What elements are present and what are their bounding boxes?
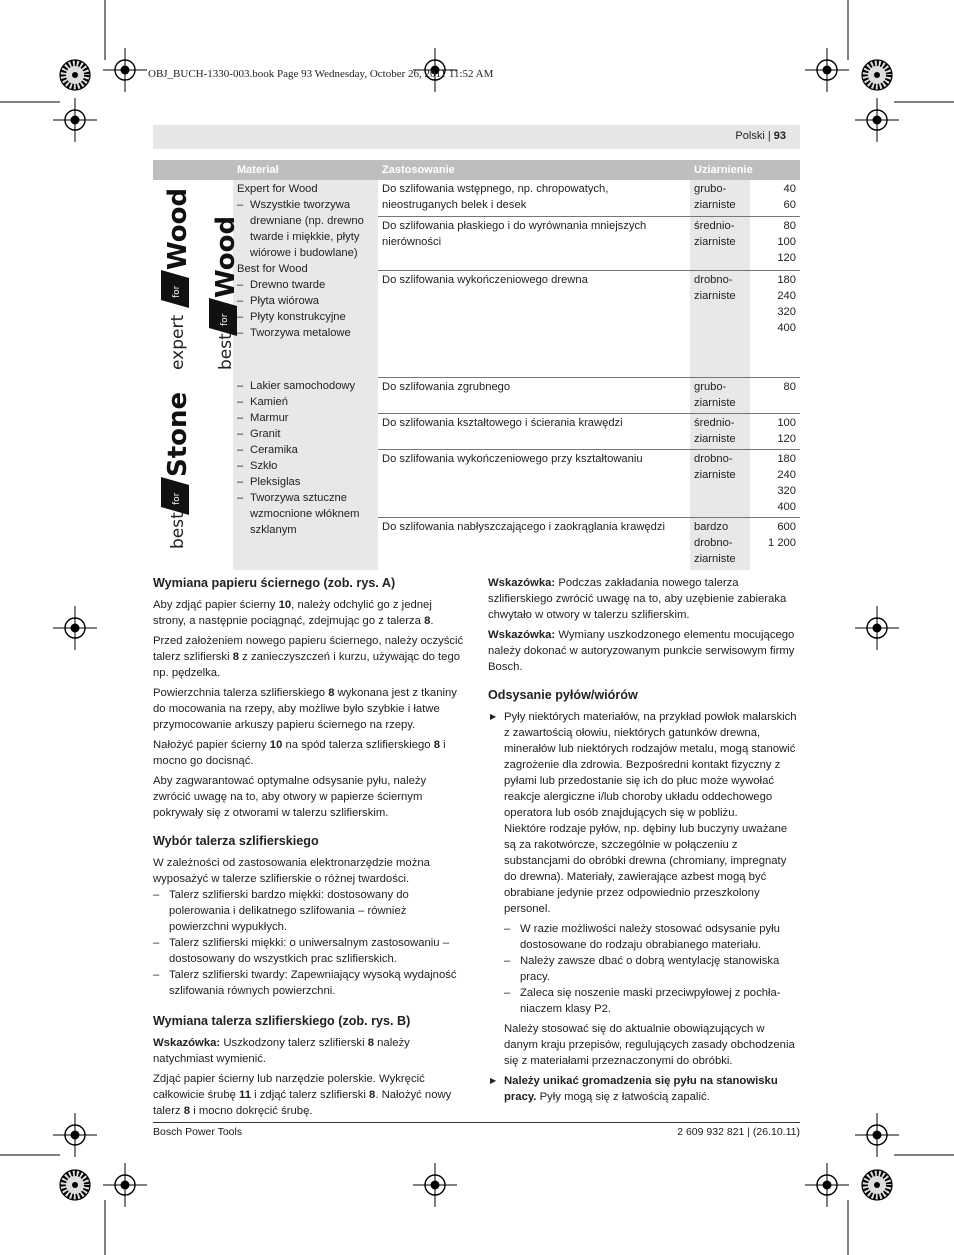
book-info-line: OBJ_BUCH-1330-003.book Page 93 Wednesday, October 26, 2011 11:52 AM [148, 68, 494, 80]
stone-materials: – Lakier samochodowy – Kamień – Marmur – Granit – Ceramika – Szkło – Pleksiglas – Tworzywa sztuczne wzmocnione włóknem szklanym [233, 377, 378, 570]
svg-text:expert: expert [168, 314, 188, 370]
footer-rule [153, 1122, 800, 1123]
col-grit: Uziarnienie [690, 160, 800, 180]
svg-text:best: best [216, 333, 236, 370]
svg-text:best: best [168, 512, 188, 549]
table-row: Do szlifowania wykończeniowego przy kształtowaniu drobno-ziarniste 180 240 320 400 [153, 449, 800, 517]
heading-pad-selection: Wybór talerza szlifierskiego [153, 834, 319, 848]
col-material: Materiał [233, 160, 378, 180]
svg-text:Wood: Wood [211, 215, 241, 298]
stone-logo [153, 377, 233, 570]
heading-dust-extraction: Odsysanie pyłów/wiórów [488, 688, 638, 702]
table-row: expert for Wood best for Wood Expert for Wood – Wszystkie tworzywa drewniane (np. drewno twarde i miękkie, płyty wiórowe i budowlane) Best for Wood – Drewno twarde – Płyta wiórowa – Płyty konstrukcyjne – Tworzywa metalowe Do szlifowania wstępnego, np. chropowatych, nieostruganych belek i desek grubo-ziarniste 40 60 [153, 180, 800, 217]
footer-docnum: 2 609 932 821 | (26.10.11) [677, 1126, 800, 1138]
heading-replace-pad: Wymiana talerza szlifierskiego (zob. rys. B) [153, 1014, 411, 1028]
svg-text:for: for [220, 313, 230, 326]
footer-brand: Bosch Power Tools [153, 1126, 243, 1138]
header-language: Polski | 93 [735, 130, 786, 142]
svg-text:Wood: Wood [163, 187, 193, 270]
page-number: 93 [773, 130, 786, 142]
table-row: best for Stone – Lakier samochodowy – Kamień – Marmur – Granit – Ceramika – Szkło – Pleksiglas – Tworzywa sztuczne wzmocnione włóknem szklanym Do szlifowania zgrubnego grubo-ziarniste 80 [153, 377, 800, 413]
col-application: Zastosowanie [378, 160, 690, 180]
heading-replace-paper: Wymiana papieru ściernego (zob. rys. A) [153, 576, 396, 590]
wood-logo-icon [153, 180, 241, 372]
left-column: Wymiana papieru ściernego (zob. rys. A) Aby zdjąć papier ścierny 10, należy odchylić go z jednej strony, a następnie pociągnąć, zdejmując go z talerza 8. Przed założeniem nowego papieru ściernego, należy oczyścić talerz szlifierski 8 z zanieczyszczeń i kurzu, używając do tego np. pędzelka. Powierzchnia talerza szlifierskiego 8 wykonana jest z tkaniny do mocowania na rzepy, aby możliwe było szybkie i łatwe przymocowanie arkuszy papieru ściernego na rzepy. Nałożyć papier ścierny 10 na spód talerza szlifierskiego 8 i mocno go docisnąć. Aby zagwarantować optymalne odsysanie pyłu, należy zwrócić uwagę na to, aby otwory w papierze ściernym pokrywały się z otworami w talerzu szlifierskim. Wybór talerza szlifierskiego W zależności od zastosowania elektronarzędzie można wyposażyć w talerze szlifierskie o różnej twardości. – Talerz szlifierski bardzo miękki: dostosowany do polerowania i delikatnego szlifowania – również powierzchni wypukłych. – Talerz szlifierski miękki: o uniwersalnym zastosowaniu – dostosowany do wszystkich prac szlifierskich. – Talerz szlifierski twardy: Zapewniający wysoką wydajność szlifowania równych powierzchni. Wymiana talerza szlifierskiego (zob. rys. B) Wskazówka: Uszkodzony talerz szlifierski 8 należy natychmiast wymienić. Zdjąć papier ścierny lub narzędzie polerskie. Wykręcić całkowicie śrubę 11 i zdjąć talerz szlifierski 8. Nałożyć nowy talerz 8 i mocno dokręcić śrubę. [153, 575, 465, 1123]
svg-text:for: for [172, 285, 182, 298]
pad-list: – Talerz szlifierski bardzo miękki: dostosowany do polerowania i delikatnego szlifowania – również powierzchni wypukłych. – Talerz szlifierski miękki: o uniwersalnym zastosowaniu – dostosowany do wszystkich prac szlifierskich. – Talerz szlifierski twardy: Zapewniający wysoką wydajność szlifowania równych powierzchni. [153, 887, 465, 999]
wood-logos [153, 180, 241, 377]
table-row: Do szlifowania wykończeniowego drewna drobno-ziarniste 180 240 320 400 [153, 270, 800, 377]
table-row: Do szlifowania kształtowego i ścierania krawędzi średnio-ziarniste 100 120 [153, 413, 800, 449]
stone-logo-icon [153, 377, 233, 565]
table-row: Do szlifowania płaskiego i do wyrównania mniejszych nierówności średnio-ziarniste 80 100 120 [153, 217, 800, 270]
table-header-row [153, 160, 800, 180]
sanding-table [153, 160, 800, 570]
right-column: Wskazówka: Podczas zakładania nowego talerza szlifierskiego zwrócić uwagę na to, aby uzębienie zabieraka chwytało w otwory w talerzu szlifierskim. Wskazówka: Wymiany uszkodzonego elementu mocującego należy dokonać w autoryzowanym punkcie serwisowym firmy Bosch. Odsysanie pyłów/wiórów ▶ Pyły niektórych materiałów, na przykład powłok malarskich z zawartością ołowiu, niektórych gatunków drewna, minerałów lub niektórych rodzajów metalu, mogą stanowić zagrożenie dla zdrowia. Bezpośredni kontakt fizyczny z pyłami lub przedostanie się ich do płuc może wywołać reakcje alergiczne i/lub choroby układu oddechowego operatora lub osób znajdujących się w pobliżu. Niektóre rodzaje pyłów, np. dębiny lub buczyny uważane są za rakotwórcze, szczególnie w połączeniu z substancjami do obróbki drewna (chromiany, impregnaty do drewna). Materiały, zawierające azbest mogą być obrabiane jedynie przez odpowiednio przeszkolony personel. – W razie możliwości należy stosować odsysanie pyłu dostosowane do rodzaju obrabianego materiału. – Należy zawsze dbać o dobrą wentylację stanowiska pracy. – Zaleca się noszenie maski przeciwpyłowej z pochła-niaczem klasy P2. Należy stosować się do aktualnie obowiązujących w danym kraju przepisów, regulujących zasady obchodzenia się z materiałami przeznaczonymi do obróbki. ▶ Należy unikać gromadzenia się pyłu na stanowisku pracy. Pyły mogą się z łatwością zapalić. [488, 575, 800, 1105]
dust-list: – W razie możliwości należy stosować odsysanie pyłu dostosowane do rodzaju obrabianego materiału. – Należy zawsze dbać o dobrą wentylację stanowiska pracy. – Zaleca się noszenie maski przeciwpyłowej z pochła-niaczem klasy P2. [504, 921, 800, 1017]
svg-text:for: for [172, 492, 182, 505]
table-row: Do szlifowania nabłyszczającego i zaokrąglania krawędzi bardzo drobno-ziarniste 600 1 200 [153, 518, 800, 570]
svg-text:Stone: Stone [163, 391, 193, 477]
page-header [153, 125, 800, 149]
wood-materials: Expert for Wood – Wszystkie tworzywa drewniane (np. drewno twarde i miękkie, płyty wiórowe i budowlane) Best for Wood – Drewno twarde – Płyta wiórowa – Płyty konstrukcyjne – Tworzywa metalowe [233, 180, 378, 377]
